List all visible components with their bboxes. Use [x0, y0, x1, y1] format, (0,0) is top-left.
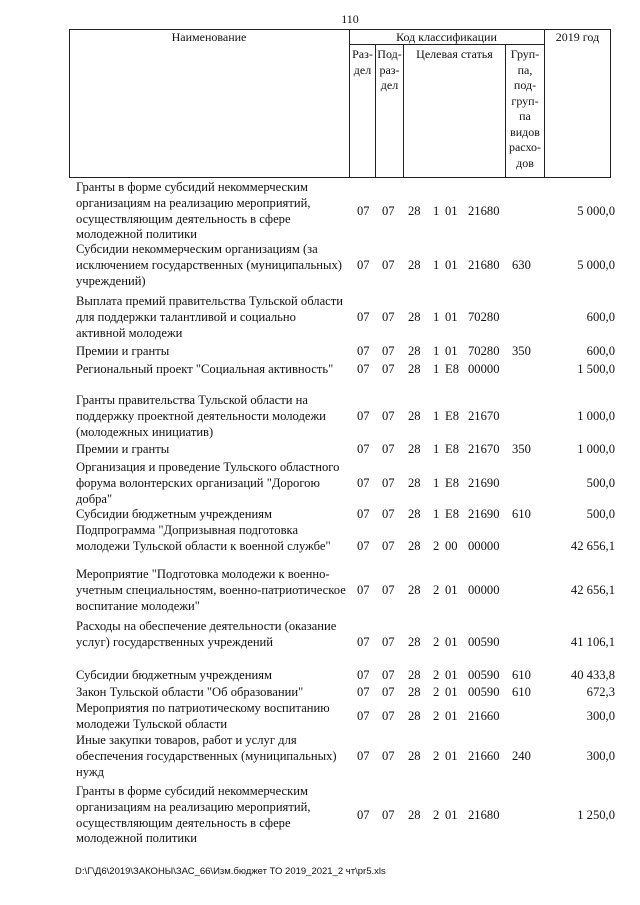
cell-t4: 21680 — [468, 808, 500, 822]
cell-t3: 01 — [445, 310, 458, 324]
row-name: Мероприятия по патриотическому воспитанию молодежи Тульской области — [76, 701, 330, 731]
cell-r: 07 — [357, 344, 370, 358]
row-name: Премии и гранты — [76, 442, 170, 456]
cell-t2: 1 — [433, 507, 440, 521]
cell-r: 07 — [357, 808, 370, 822]
cell-r: 07 — [357, 258, 370, 272]
cell-r: 07 — [357, 362, 370, 376]
cell-t3: E8 — [445, 507, 459, 521]
cell-t1: 28 — [408, 635, 421, 649]
cell-t4: 70280 — [468, 344, 500, 358]
cell-t1: 28 — [408, 583, 421, 597]
cell-sum: 600,0 — [586, 310, 615, 324]
cell-t3: 01 — [445, 685, 458, 699]
cell-pr: 07 — [382, 344, 395, 358]
cell-t1: 28 — [408, 409, 421, 423]
cell-pr: 07 — [382, 808, 395, 822]
cell-r: 07 — [357, 476, 370, 490]
cell-t4: 21690 — [468, 476, 500, 490]
file-path-footer: D:\Г\Д6\2019\ЗАКОНЫ\ЗАС_66\Изм.бюджет ТО 2019_2021_2 чт\pr5.xls — [75, 866, 386, 877]
cell-t2: 1 — [433, 442, 440, 456]
cell-sum: 1 500,0 — [577, 362, 615, 376]
cell-t3: 01 — [445, 635, 458, 649]
header-code-group: Код классификации — [396, 30, 497, 44]
cell-pr: 07 — [382, 539, 395, 553]
cell-g: 350 — [512, 344, 531, 358]
cell-t1: 28 — [408, 362, 421, 376]
cell-t3: E8 — [445, 442, 459, 456]
cell-t3: 01 — [445, 583, 458, 597]
cell-t1: 28 — [408, 258, 421, 272]
header-year: 2019 год — [555, 30, 600, 44]
row-name: Мероприятие "Подготовка молодежи к военно- учетным специальностям, военно-патриотическое воспитание молодежи" — [76, 567, 346, 613]
cell-sum: 1 250,0 — [577, 808, 615, 822]
cell-t2: 1 — [433, 258, 440, 272]
cell-pr: 07 — [382, 476, 395, 490]
cell-pr: 07 — [382, 258, 395, 272]
cell-r: 07 — [357, 635, 370, 649]
cell-r: 07 — [357, 442, 370, 456]
cell-sum: 500,0 — [586, 476, 615, 490]
header-razdel: Раз- дел — [352, 47, 373, 77]
cell-t2: 2 — [433, 635, 440, 649]
cell-sum: 41 106,1 — [570, 635, 615, 649]
cell-g: 350 — [512, 442, 531, 456]
row-name: Гранты в форме субсидий некоммерческим организациям на реализацию мероприятий, осуществляющим деятельность в сфере молодежной политики — [76, 180, 311, 242]
cell-pr: 07 — [382, 310, 395, 324]
cell-sum: 40 433,8 — [570, 668, 615, 682]
cell-t2: 1 — [433, 409, 440, 423]
row-name: Премии и гранты — [76, 344, 170, 358]
row-name: Расходы на обеспечение деятельности (оказание услуг) государственных учреждений — [76, 619, 337, 649]
cell-t3: 01 — [445, 668, 458, 682]
cell-t3: E8 — [445, 476, 459, 490]
cell-pr: 07 — [382, 204, 395, 218]
cell-pr: 07 — [382, 635, 395, 649]
header-podrazdel: Под- раз- дел — [377, 47, 402, 92]
header-target: Целевая статья — [416, 47, 493, 61]
cell-r: 07 — [357, 709, 370, 723]
cell-t3: 01 — [445, 709, 458, 723]
cell-t2: 2 — [433, 709, 440, 723]
row-name: Субсидии бюджетным учреждениям — [76, 668, 272, 682]
cell-t1: 28 — [408, 749, 421, 763]
row-name: Региональный проект "Социальная активность" — [76, 362, 334, 376]
cell-r: 07 — [357, 204, 370, 218]
cell-t2: 1 — [433, 204, 440, 218]
cell-pr: 07 — [382, 749, 395, 763]
cell-t2: 2 — [433, 668, 440, 682]
cell-t1: 28 — [408, 310, 421, 324]
cell-t3: 01 — [445, 749, 458, 763]
cell-t3: 01 — [445, 258, 458, 272]
row-name: Гранты правительства Тульской области на поддержку проектной деятельности молодежи (молодежных инициатив) — [76, 393, 326, 439]
cell-sum: 42 656,1 — [570, 583, 615, 597]
cell-t1: 28 — [408, 204, 421, 218]
cell-pr: 07 — [382, 442, 395, 456]
cell-t4: 21660 — [468, 749, 500, 763]
cell-t1: 28 — [408, 507, 421, 521]
cell-t1: 28 — [408, 808, 421, 822]
cell-pr: 07 — [382, 583, 395, 597]
cell-t1: 28 — [408, 476, 421, 490]
cell-r: 07 — [357, 409, 370, 423]
cell-sum: 1 000,0 — [577, 442, 615, 456]
row-name: Закон Тульской области "Об образовании" — [76, 685, 304, 699]
cell-t2: 2 — [433, 749, 440, 763]
cell-t3: 01 — [445, 204, 458, 218]
cell-sum: 1 000,0 — [577, 409, 615, 423]
cell-pr: 07 — [382, 668, 395, 682]
cell-t4: 00590 — [468, 685, 500, 699]
page-number: 110 — [341, 12, 359, 26]
cell-t1: 28 — [408, 539, 421, 553]
cell-sum: 5 000,0 — [577, 204, 615, 218]
cell-r: 07 — [357, 749, 370, 763]
cell-sum: 300,0 — [586, 709, 615, 723]
cell-g: 610 — [512, 668, 531, 682]
cell-g: 610 — [512, 507, 531, 521]
cell-t2: 1 — [433, 476, 440, 490]
cell-t2: 1 — [433, 344, 440, 358]
row-name: Гранты в форме субсидий некоммерческим организациям на реализацию мероприятий, осуществляющим деятельность в сфере молодежной политики — [76, 784, 311, 846]
cell-sum: 600,0 — [586, 344, 615, 358]
cell-r: 07 — [357, 310, 370, 324]
cell-t4: 00590 — [468, 668, 500, 682]
cell-t1: 28 — [408, 668, 421, 682]
cell-t2: 2 — [433, 685, 440, 699]
cell-sum: 42 656,1 — [570, 539, 615, 553]
row-name: Организация и проведение Тульского областного форума волонтерских организаций "Дорогою добра" — [76, 460, 340, 506]
cell-g: 630 — [512, 258, 531, 272]
row-name: Субсидии некоммерческим организациям (за исключением государственных (муниципальных) учреждений) — [76, 242, 342, 288]
cell-sum: 300,0 — [586, 749, 615, 763]
cell-t4: 21690 — [468, 507, 500, 521]
cell-r: 07 — [357, 668, 370, 682]
cell-r: 07 — [357, 507, 370, 521]
cell-t2: 2 — [433, 583, 440, 597]
row-name: Иные закупки товаров, работ и услуг для обеспечения государственных (муниципальных) нужд — [76, 733, 337, 779]
cell-g: 240 — [512, 749, 531, 763]
cell-t3: 00 — [445, 539, 458, 553]
header-group: Груп- па, под- груп- па видов расхо- дов — [508, 47, 542, 170]
cell-t1: 28 — [408, 709, 421, 723]
cell-t4: 21670 — [468, 442, 500, 456]
cell-t2: 1 — [433, 362, 440, 376]
cell-t4: 21660 — [468, 709, 500, 723]
cell-t4: 70280 — [468, 310, 500, 324]
cell-t3: 01 — [445, 344, 458, 358]
cell-t4: 00000 — [468, 362, 500, 376]
cell-t4: 21680 — [468, 258, 500, 272]
cell-r: 07 — [357, 583, 370, 597]
cell-pr: 07 — [382, 362, 395, 376]
cell-t3: E8 — [445, 362, 459, 376]
cell-pr: 07 — [382, 709, 395, 723]
cell-sum: 500,0 — [586, 507, 615, 521]
cell-pr: 07 — [382, 507, 395, 521]
cell-g: 610 — [512, 685, 531, 699]
cell-pr: 07 — [382, 409, 395, 423]
cell-t4: 00000 — [468, 539, 500, 553]
cell-r: 07 — [357, 685, 370, 699]
cell-t1: 28 — [408, 685, 421, 699]
cell-t1: 28 — [408, 344, 421, 358]
row-name: Субсидии бюджетным учреждениям — [76, 507, 272, 521]
cell-t4: 00590 — [468, 635, 500, 649]
cell-t3: 01 — [445, 808, 458, 822]
cell-t2: 2 — [433, 539, 440, 553]
table-header — [69, 29, 611, 178]
cell-sum: 5 000,0 — [577, 258, 615, 272]
cell-sum: 672,3 — [586, 685, 615, 699]
header-name: Наименование — [171, 30, 247, 44]
cell-r: 07 — [357, 539, 370, 553]
cell-t4: 21670 — [468, 409, 500, 423]
cell-t2: 1 — [433, 310, 440, 324]
cell-t3: E8 — [445, 409, 459, 423]
row-name: Выплата премий правительства Тульской области для поддержки талантливой и социально активной молодежи — [76, 294, 344, 340]
cell-t4: 00000 — [468, 583, 500, 597]
cell-pr: 07 — [382, 685, 395, 699]
cell-t4: 21680 — [468, 204, 500, 218]
cell-t2: 2 — [433, 808, 440, 822]
row-name: Подпрограмма "Допризывная подготовка молодежи Тульской области к военной службе" — [76, 523, 331, 553]
cell-t1: 28 — [408, 442, 421, 456]
